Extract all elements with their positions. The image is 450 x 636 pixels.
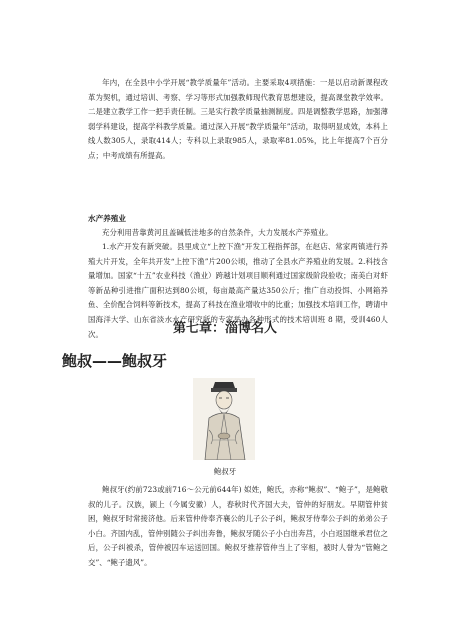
chapter-title: 第七章：淄博名人	[172, 321, 277, 336]
paragraph-biography: 鲍叔牙(约前723或前716～公元前644年) 姒姓，鲍氏，亦称“鲍叔”、“鲍子”，是鲍敬叔的儿子。汉族，颍上（今属安徽）人，春秋时代齐国大夫，管仲的好朋友。早期管仲贫困，鲍叔牙时常接济他。后来管仲侍奉齐襄公的儿子公子纠，鲍叔牙侍奉公子纠的弟弟公子小白。齐国内乱，管仲别随公子纠出奔鲁，鲍叔牙随公子小白出奔莒，小白返国继承君位之后，公子纠被杀，管仲被囚车运送回国。鲍叔牙推荐管仲当上了宰相，被时人誉为“管鲍之交”、“鲍子遗风”。	[88, 485, 388, 567]
person-title: 鲍叔——鲍叔牙	[62, 352, 168, 370]
paragraph-education: 年内，在全县中小学开展“教学质量年”活动。主要采取4项措施：一是以启动新课程改革为契机，通过培训、考察、学习等形式加强教师现代教育思想建设，提高课堂教学效率。二是建立教学工作一把手责任制。三是实行教学质量抽测制度。四是调整教学思路，加强薄弱学科建设，提高学科教学质量。通过深入开展“教学质量年”活动，取得明显成效，本科上线人数305人，录取414人；专科以上录取985人，录取率81.05%，比上年提高7个百分点；中考成绩有所提高。	[88, 78, 388, 160]
portrait-drawing	[193, 378, 255, 460]
paragraph-aquaculture-intro: 充分利用昔靠黄河且盖碱低洼地多的自然条件，大力发展水产养殖业。	[102, 228, 333, 237]
section-heading-aquaculture: 水产养殖业	[88, 214, 126, 223]
portrait-caption: 鲍叔牙	[213, 467, 237, 476]
paragraph-aquaculture-details: 1.水产开发有新突破。县里成立“上控下渔”开发工程指挥部，在赵店、常家两镇进行养殖大片开发，全年共开发“上控下渔”片200公顷，推动了全县水产养殖业的发展。2.科技含量增加。国家“十五”农业科技（渔业）跨越计划项目顺利通过国家级阶段验收；南美白对虾等新品种引进推广面积达到80公顷，每亩最高产量达350公斤；推广自动投饵、小网箱养鱼、全价配合饲料等新技术，提高了科技在渔业增收中的比重；加强技术培训工作，聘请中国海洋大学、山东省淡水水产研究所的专家举办各种形式的技术培训班 8 期，受训460人次。	[88, 242, 388, 339]
portrait-image	[193, 378, 255, 460]
